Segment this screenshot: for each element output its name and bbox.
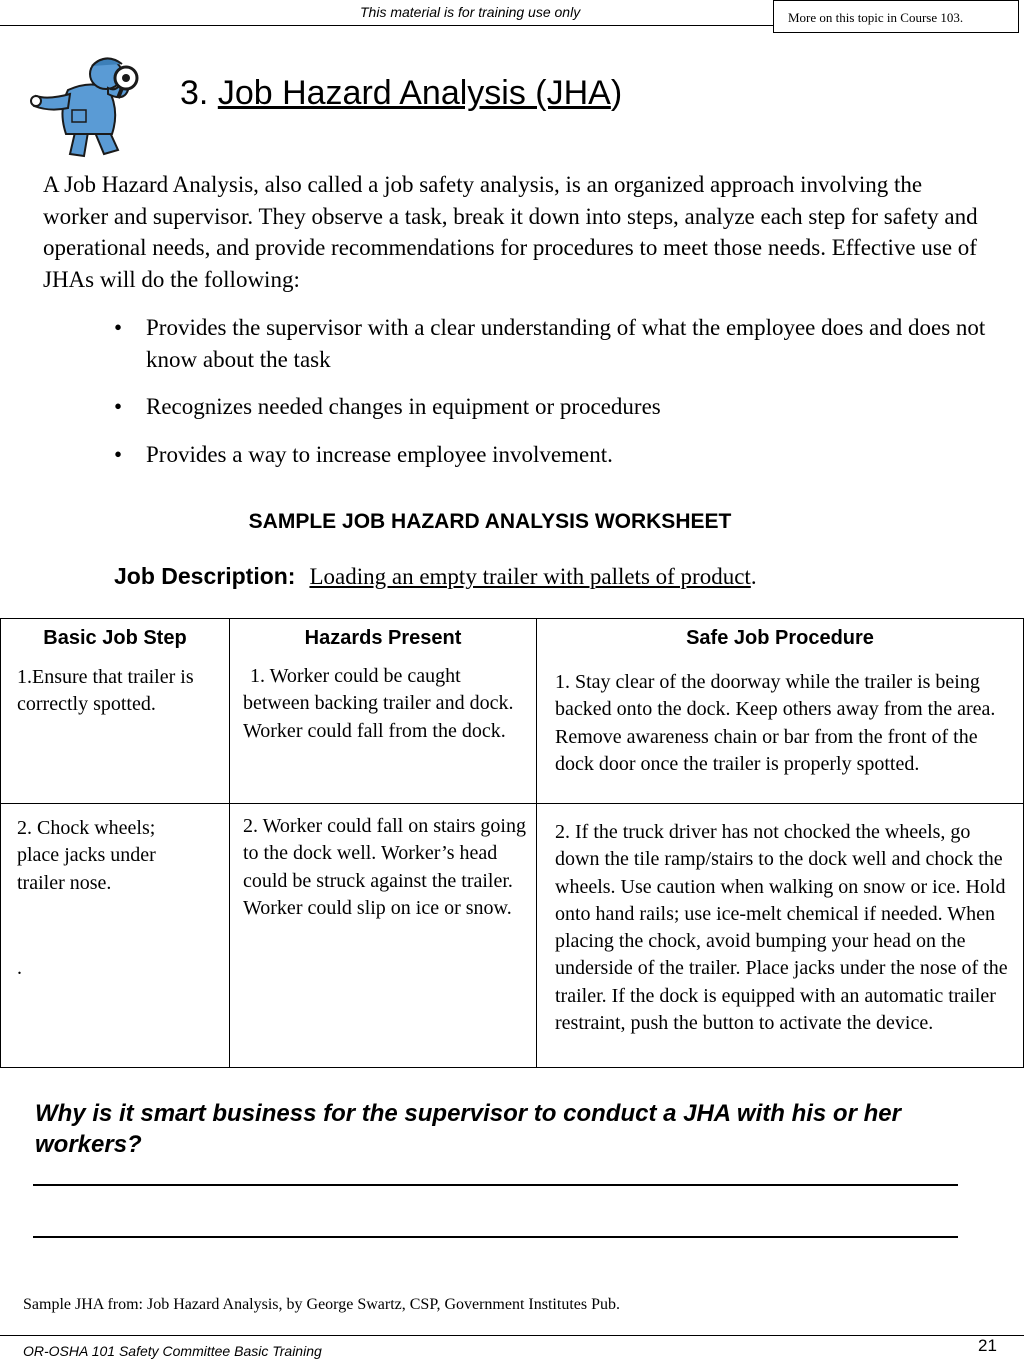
job-description	[114, 563, 757, 590]
source-citation: Sample JHA from: Job Hazard Analysis, by George Swartz, CSP, Government Institutes Pub.	[23, 1296, 620, 1313]
footer-course-name: OR-OSHA 101 Safety Committee Basic Training	[23, 1343, 322, 1359]
row1-hazards: 1. Worker could be caught between backing trailer and dock. Worker could fall from the dock.	[243, 665, 514, 742]
row1-procedure: 1. Stay clear of the doorway while the trailer is being backed onto the dock. Keep others away from the area. Remove awareness chain or bar from the front of the dock door once the trailer is properly spotted.	[555, 671, 996, 775]
page-title	[180, 74, 622, 113]
bullet-text: Recognizes needed changes in equipment or procedures	[146, 394, 661, 419]
row2-hazards: 2. Worker could fall on stairs going to the dock well. Worker’s head could be struck against the trailer. Worker could slip on ice or snow.	[243, 815, 526, 919]
header-hazards-present: Hazards Present	[304, 627, 462, 649]
bullet-item	[114, 391, 994, 423]
course-reference-box: More on this topic in Course 103.	[773, 0, 1019, 33]
title-text: Job Hazard Analysis (JHA	[217, 74, 611, 112]
row-divider	[1, 803, 1023, 804]
title-number: 3.	[180, 74, 218, 112]
title-close: )	[610, 74, 623, 112]
column-divider	[229, 619, 230, 1067]
bullet-text: Provides the supervisor with a clear understanding of what the employee does and does not know about the task	[146, 315, 986, 372]
row1-step: 1.Ensure that trailer is correctly spotted.	[17, 666, 194, 716]
header-note: This material is for training use only	[360, 4, 581, 20]
discussion-question: Why is it smart business for the supervisor to conduct a JHA with his or her workers?	[35, 1100, 901, 1158]
worksheet-title: SAMPLE JOB HAZARD ANALYSIS WORKSHEET	[248, 510, 732, 533]
bullet-item	[114, 439, 994, 471]
page-number: 21	[978, 1336, 997, 1355]
header-rule	[0, 25, 775, 26]
bullet-text: Provides a way to increase employee involvement.	[146, 442, 613, 467]
row2-step: 2. Chock wheels; place jacks under trailer nose.	[17, 817, 156, 894]
row2-step-extra: .	[17, 957, 22, 979]
job-description-label: Job Description:	[114, 563, 296, 589]
intro-paragraph: A Job Hazard Analysis, also called a job safety analysis, is an organized approach involving the worker and supervisor. They observe a task, break it down into steps, analyze each step for safety and operational needs, and provide recommendations for procedures to meet those needs. Effective use of JHAs will do the following:	[43, 172, 978, 292]
job-description-value: Loading an empty trailer with pallets of product	[309, 564, 751, 589]
bullet-symbol: •	[114, 394, 123, 419]
job-description-period: .	[750, 564, 757, 589]
bullet-symbol: •	[114, 315, 123, 340]
column-divider	[536, 619, 537, 1067]
jha-table	[0, 618, 1024, 1068]
footer-rule	[0, 1335, 1024, 1336]
bullet-item	[114, 312, 994, 375]
header-safe-job-procedure: Safe Job Procedure	[686, 627, 874, 649]
answer-line[interactable]	[33, 1184, 958, 1186]
inspector-with-magnifying-glass-icon	[28, 50, 153, 160]
bullet-symbol: •	[114, 442, 123, 467]
header-basic-job-step: Basic Job Step	[43, 627, 187, 649]
row2-procedure: 2. If the truck driver has not chocked the wheels, go down the tile ramp/stairs to the dock well and chock the wheels. Use caution when walking on snow or ice. Hold onto hand rails; use ice-melt chemical if needed. When placing the chock, avoid bumping your head on the underside of the trailer. Place jacks under the nose of the trailer. If the dock is equipped with an automatic trailer restraint, push the button to activate the device.	[555, 821, 1008, 1035]
answer-line[interactable]	[33, 1236, 958, 1238]
